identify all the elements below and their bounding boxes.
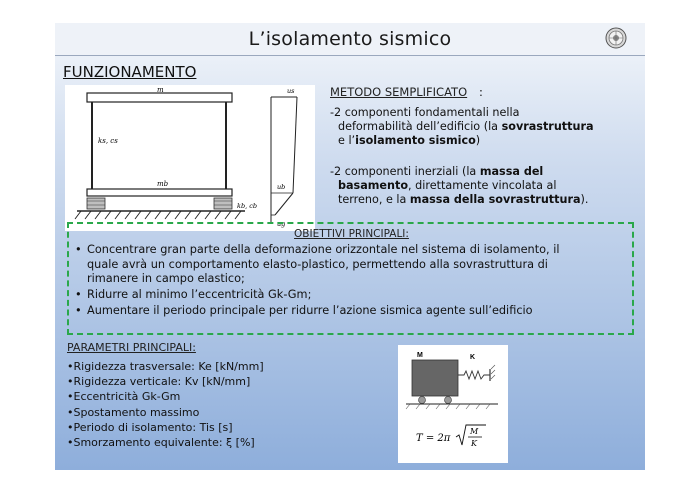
metodo-block-1: -2 componenti fondamentali nella deformabilità dell’edificio (la sovrastruttura e l’isolamento sismico) xyxy=(330,106,594,147)
obiettivi-box xyxy=(67,222,634,335)
formula-lhs: T = 2π xyxy=(416,433,451,444)
metodo-title: METODO SEMPLIFICATO xyxy=(330,85,468,99)
section-heading: FUNZIONAMENTO xyxy=(63,63,197,81)
parametri-title: PARAMETRI PRINCIPALI: xyxy=(67,341,196,354)
parametro-item: •Eccentricità Gk-Gm xyxy=(67,390,181,404)
obiettivi-title: OBIETTIVI PRINCIPALI: xyxy=(294,228,409,240)
label-stiffness-iso: kb, cb xyxy=(237,202,258,210)
formula-denominator: K xyxy=(471,439,477,448)
label-disp-base: ub xyxy=(277,183,286,191)
metodo-colon: : xyxy=(479,85,483,99)
parametro-item: •Spostamento massimo xyxy=(67,405,200,419)
parametro-item: •Periodo di isolamento: Tis [s] xyxy=(67,420,233,434)
obiettivo-item-3: • Aumentare il periodo principale per ridurre l’azione sismica agente sull’edificio xyxy=(75,304,533,317)
label-base-mass: mb xyxy=(157,180,169,188)
parametro-item: •Rigidezza verticale: Kv [kN/mm] xyxy=(67,375,251,389)
base-isolation-diagram xyxy=(65,85,315,231)
label-stiffness-super: ks, cs xyxy=(98,137,118,145)
formula-numerator: M xyxy=(470,427,479,436)
spring-label: K xyxy=(470,354,476,361)
parametro-item: •Rigidezza trasversale: Ke [kN/mm] xyxy=(67,360,264,373)
title-bar xyxy=(55,23,645,56)
obiettivo-item-2: • Ridurre al minimo l’eccentricità Gk-Gm; xyxy=(75,288,312,301)
obiettivo-item-1: • Concentrare gran parte della deformazione orizzontale nel sistema di isolamento, il quale avrà un comportamento elasto-plastico, permettendo alla sovrastruttura di rimanere in campo elastico; xyxy=(75,243,560,285)
mass-label: M xyxy=(417,352,423,359)
slide xyxy=(55,23,645,470)
slide-title: L’isolamento sismico xyxy=(248,28,452,50)
university-seal-icon xyxy=(605,27,627,49)
label-disp-ground: ug xyxy=(277,220,286,228)
parametro-item: •Smorzamento equivalente: ξ [%] xyxy=(67,436,255,450)
parametri-list xyxy=(67,359,264,450)
label-top-mass: m xyxy=(157,86,164,94)
metodo-block-2: -2 componenti inerziali (la massa del basamento, direttamente vincolata al terreno, e la massa della sovrastruttura). xyxy=(330,165,589,206)
spring-mass-model xyxy=(398,345,508,463)
label-disp-top: us xyxy=(287,87,295,95)
